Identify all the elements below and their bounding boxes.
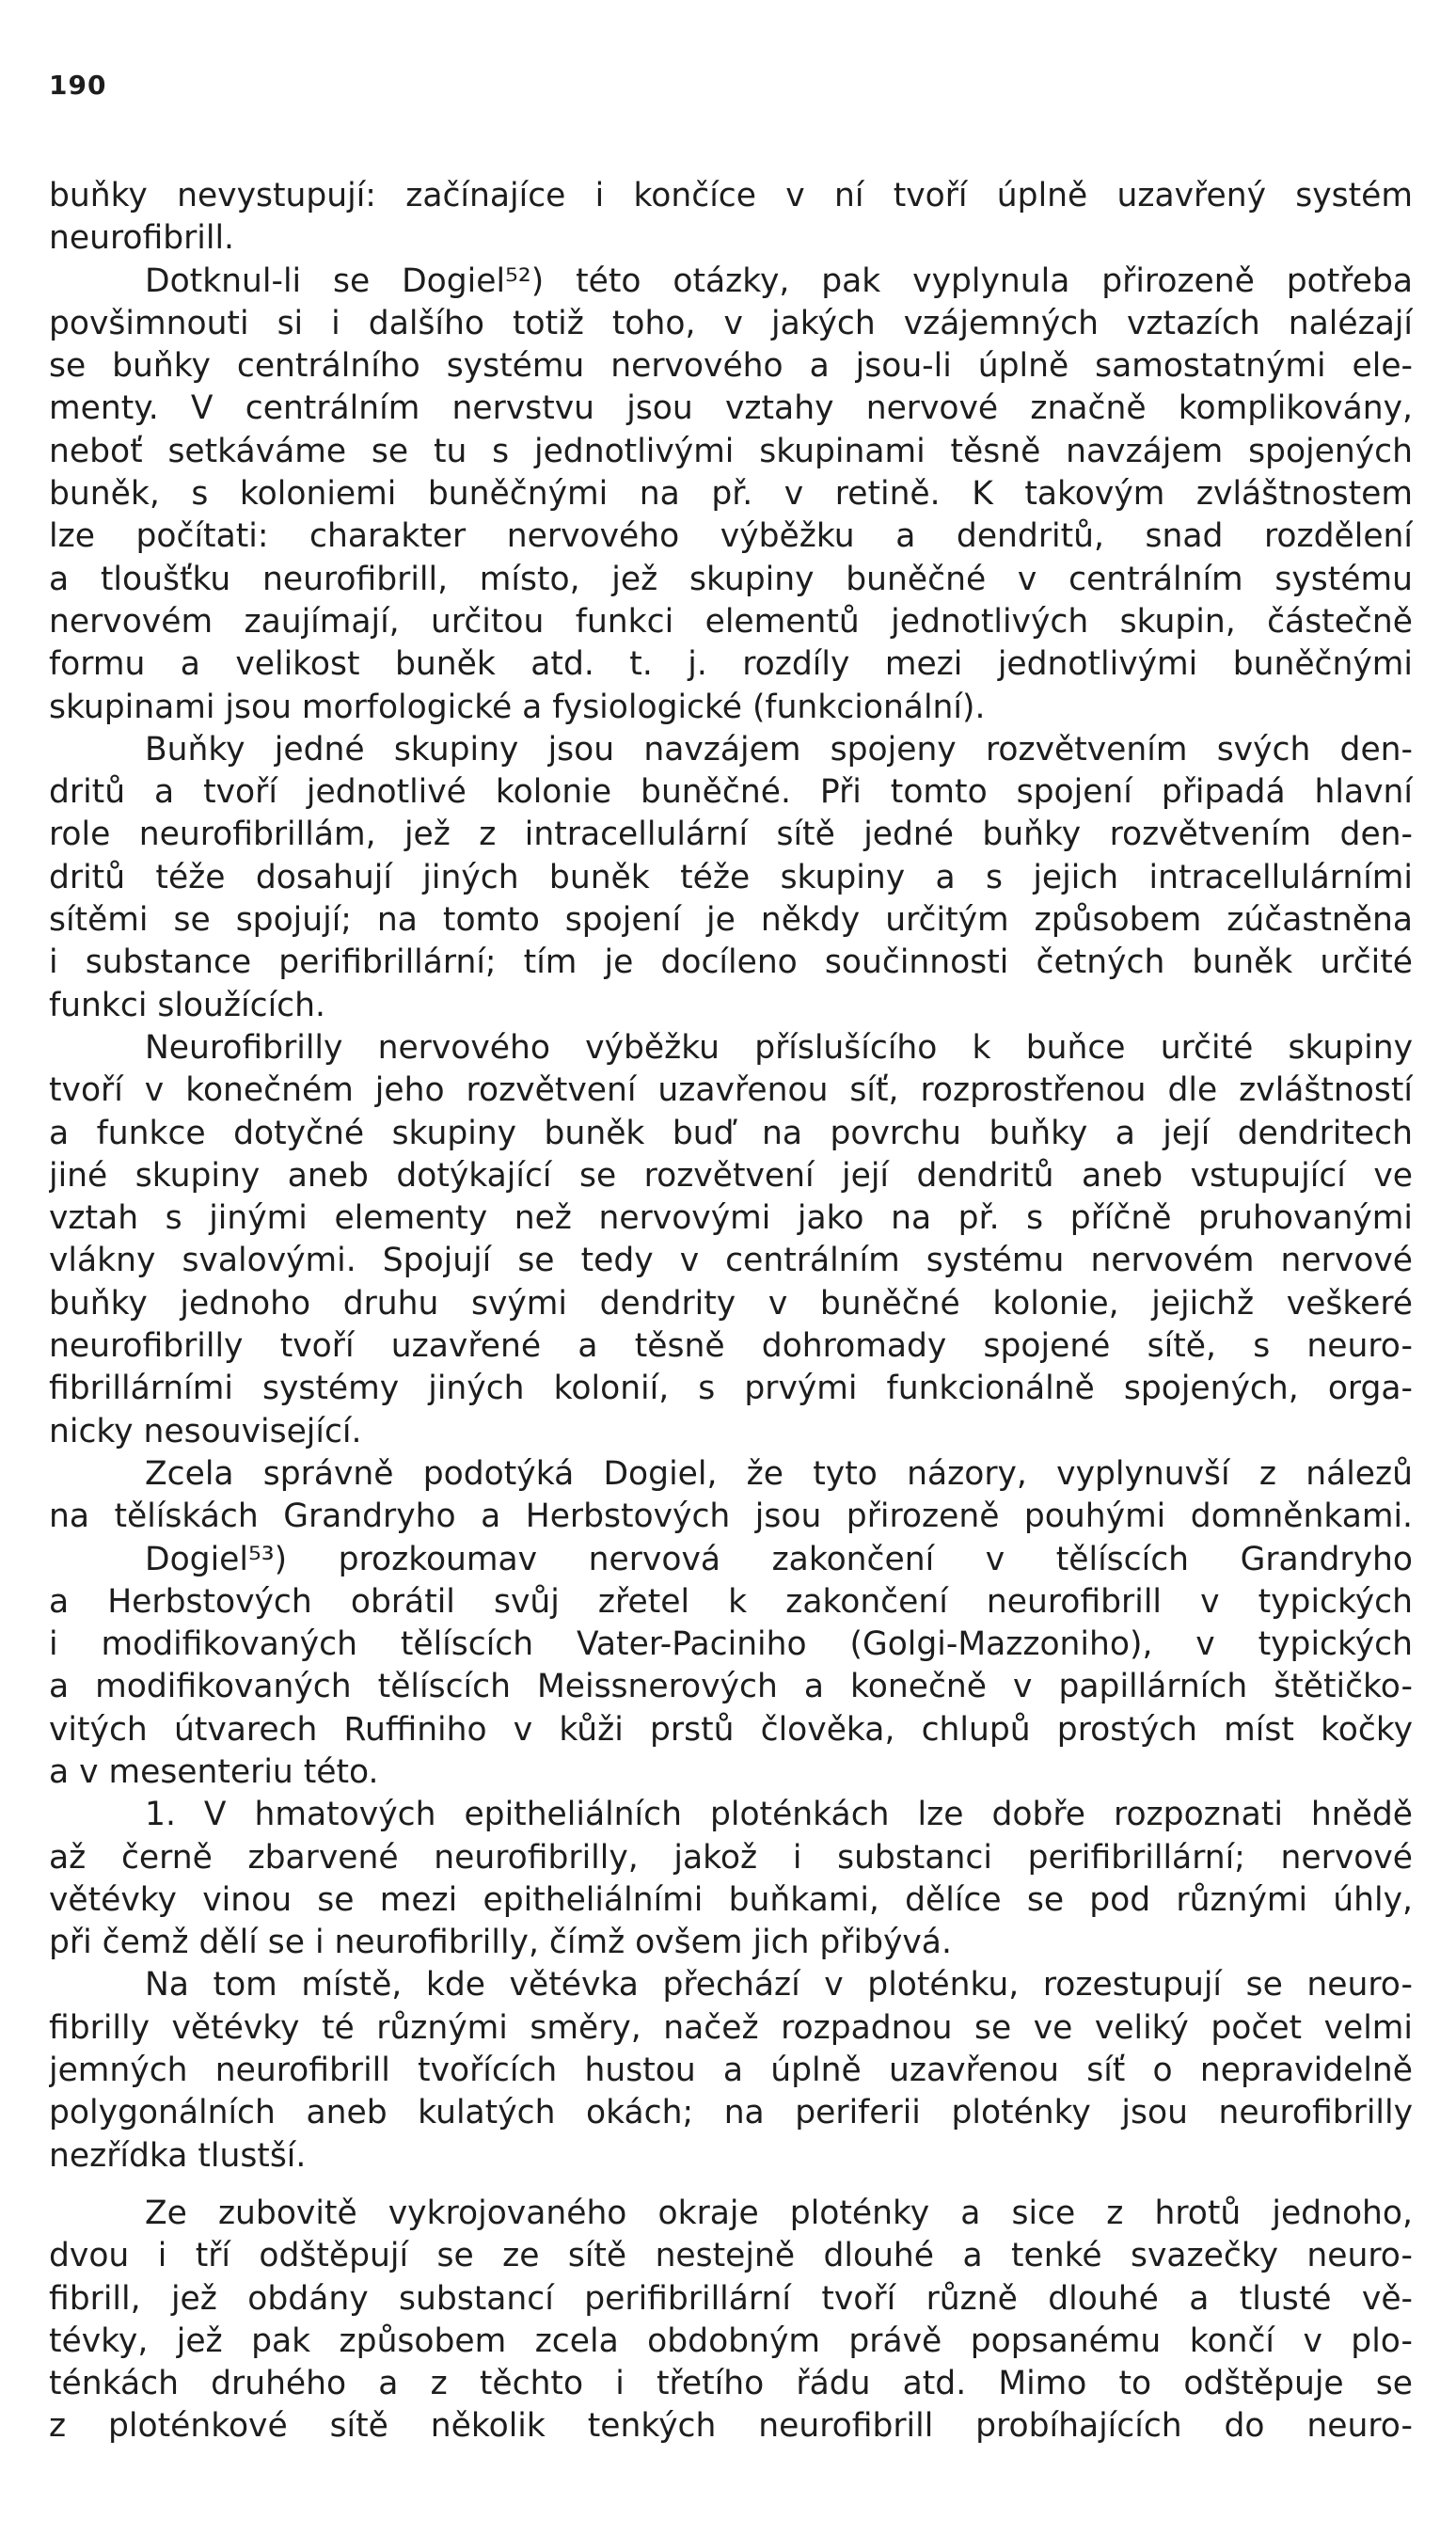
- text-line: nervovém zaujímají, určitou funkci elementů jednotlivých skupin, částečně: [49, 602, 1413, 641]
- text-line: buňky jednoho druhu svými dendrity v buněčné kolonie, jejichž veškeré: [49, 1284, 1413, 1323]
- text-line: na tělískách Grandryho a Herbstových jsou přirozeně pouhými domněnkami.: [49, 1497, 1413, 1536]
- text-line: 1. V hmatových epitheliálních ploténkách lze dobře rozpoznati hnědě: [145, 1796, 1413, 1834]
- text-line: dritů a tvoří jednotlivé kolonie buněčné. Při tomto spojení připadá hlavní: [49, 773, 1413, 812]
- text-line: lze počítati: charakter nervového výběžku a dendritů, snad rozdělení: [49, 517, 1413, 556]
- text-line: ténkách druhého a z těchto i třetího řádu atd. Mimo to odštěpuje se: [49, 2365, 1413, 2403]
- text-line: fibrillárními systémy jiných kolonií, s prvými funkcionálně spojených, orga-: [49, 1370, 1413, 1408]
- text-line: fibrill, jež obdány substancí perifibrillární tvoří různě dlouhé a tlusté vě-: [49, 2279, 1413, 2318]
- text-line: Neurofibrilly nervového výběžku příslušícího k buňce určité skupiny: [145, 1028, 1413, 1067]
- text-line: i modifikovaných tělíscích Vater-Paciniho (Golgi-Mazzoniho), v typických: [49, 1625, 1413, 1664]
- text-line: skupinami jsou morfologické a fysiologické (funkcionální).: [49, 688, 986, 726]
- page-number: 190: [49, 70, 107, 101]
- text-line: Dotknul-li se Dogiel⁵²) této otázky, pak vyplynula přirozeně potřeba: [145, 261, 1413, 300]
- text-line: Dogiel⁵³) prozkoumav nervová zakončení v tělíscích Grandryho: [145, 1540, 1413, 1578]
- text-line: formu a velikost buněk atd. t. j. rozdíly mezi jednotlivými buněčnými: [49, 645, 1413, 684]
- text-line: funkci sloužících.: [49, 986, 325, 1024]
- text-line: vitých útvarech Ruffiniho v kůži prstů člověka, chlupů prostých míst kočky: [49, 1710, 1413, 1749]
- text-line: polygonálních aneb kulatých okách; na periferii ploténky jsou neurofibrilly: [49, 2094, 1413, 2132]
- text-line: buňky nevystupují: začínajíce i končíce v ní tvoří úplně uzavřený systém: [49, 177, 1413, 214]
- text-line: větévky vinou se mezi epitheliálními buňkami, dělíce se pod různými úhly,: [49, 1880, 1413, 1919]
- text-line: a modifikovaných tělíscích Meissnerových a konečně v papillárních štětičko-: [49, 1668, 1413, 1706]
- text-line: a Herbstových obrátil svůj zřetel k zakončení neurofibrill v typických: [49, 1582, 1413, 1621]
- text-line: fibrilly větévky té různými směry, načež rozpadnou se ve veliký počet velmi: [49, 2008, 1413, 2047]
- text-line: sítěmi se spojují; na tomto spojení je někdy určitým způsobem zúčastněna: [49, 901, 1413, 940]
- text-line: role neurofibrillám, jež z intracellulární sítě jedné buňky rozvětvením den-: [49, 816, 1413, 854]
- text-line: dritů téže dosahují jiných buněk téže skupiny a s jejich intracellulárními: [49, 858, 1413, 896]
- text-line: a funkce dotyčné skupiny buněk buď na povrchu buňky a její dendritech: [49, 1114, 1413, 1152]
- text-line: dvou i tří odštěpují se ze sítě nestejně dlouhé a tenké svazečky neuro-: [49, 2237, 1413, 2275]
- text-line: Na tom místě, kde větévka přechází v ploténku, rozestupují se neuro-: [145, 1966, 1413, 2004]
- text-line: a tloušťku neurofibrill, místo, jež skupiny buněčné v centrálním systému: [49, 560, 1413, 598]
- text-line: Buňky jedné skupiny jsou navzájem spojeny rozvětvením svých den-: [145, 730, 1413, 768]
- text-line: nicky nesouvisející.: [49, 1412, 362, 1450]
- text-line: při čemž dělí se i neurofibrilly, čímž ovšem jich přibývá.: [49, 1924, 952, 1962]
- text-line: Ze zubovitě vykrojovaného okraje ploténky a sice z hrotů jednoho,: [145, 2194, 1413, 2232]
- text-line: tvoří v konečném jeho rozvětvení uzavřenou síť, rozprostřenou dle zvláštností: [49, 1071, 1413, 1110]
- text-line: až černě zbarvené neurofibrilly, jakož i substanci perifibrillární; nervové: [49, 1838, 1413, 1877]
- text-line: z ploténkové sítě několik tenkých neurofibrill probíhajících do neuro-: [49, 2407, 1413, 2446]
- text-line: i substance perifibrillární; tím je docíleno součinnosti četných buněk určité: [49, 943, 1413, 982]
- text-line: neurofibrilly tvoří uzavřené a těsně dohromady spojené sítě, s neuro-: [49, 1327, 1413, 1366]
- text-line: povšimnouti si i dalšího totiž toho, v jakých vzájemných vztazích nalézají: [49, 304, 1413, 342]
- text-body: [49, 175, 1413, 2448]
- text-line: neurofibrill.: [49, 219, 235, 258]
- text-line: jemných neurofibrill tvořících hustou a úplně uzavřenou síť o nepravidelně: [49, 2052, 1413, 2090]
- text-line: menty. V centrálním nervstvu jsou vztahy nervové značně komplikovány,: [49, 389, 1413, 428]
- text-line: neboť setkáváme se tu s jednotlivými skupinami těsně navzájem spojených: [49, 432, 1413, 470]
- text-line: jiné skupiny aneb dotýkající se rozvětvení její dendritů aneb vstupující ve: [49, 1156, 1413, 1195]
- text-line: Zcela správně podotýká Dogiel, že tyto názory, vyplynuvší z nálezů: [145, 1454, 1413, 1493]
- text-line: a v mesenteriu této.: [49, 1752, 379, 1791]
- text-line: se buňky centrálního systému nervového a jsou-li úplně samostatnými ele-: [49, 347, 1413, 386]
- text-line: buněk, s koloniemi buněčnými na př. v retině. K takovým zvláštnostem: [49, 475, 1413, 514]
- text-line: tévky, jež pak způsobem zcela obdobným právě popsanému končí v plo-: [49, 2321, 1413, 2360]
- text-line: vlákny svalovými. Spojují se tedy v centrálním systému nervovém nervové: [49, 1242, 1413, 1280]
- text-line: nezřídka tlustší.: [49, 2136, 307, 2175]
- text-line: vztah s jinými elementy než nervovými jako na př. s příčně pruhovanými: [49, 1199, 1413, 1238]
